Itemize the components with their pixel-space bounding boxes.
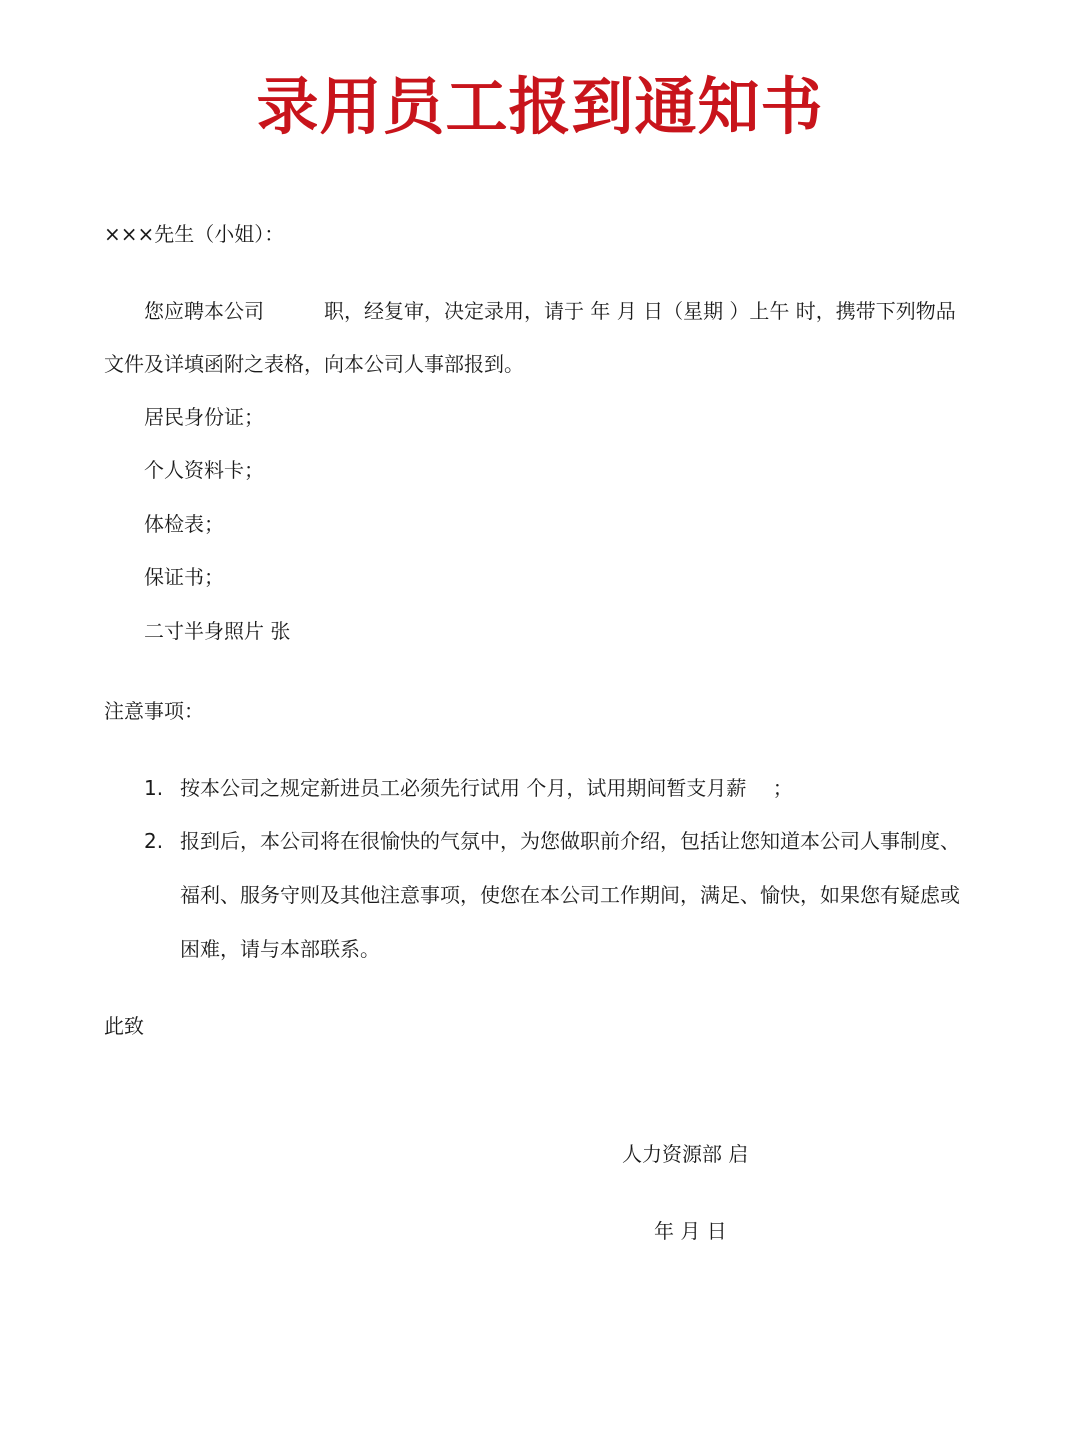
notes-heading: 注意事项：	[104, 699, 204, 723]
note-number: 2.	[144, 829, 164, 853]
list-item: 居民身份证；	[144, 405, 264, 429]
date-line: 年 月 日	[654, 1219, 727, 1243]
signature: 人力资源部 启	[622, 1142, 749, 1166]
list-item: 二寸半身照片 张	[144, 619, 291, 643]
list-item: 保证书；	[144, 565, 224, 589]
list-item: 体检表；	[144, 512, 224, 536]
body-paragraph-line-2: 文件及详填函附之表格，向本公司人事部报到。	[104, 352, 524, 376]
note-line: 报到后，本公司将在很愉快的气氛中，为您做职前介绍，包括让您知道本公司人事制度、	[180, 829, 960, 853]
note-number: 1.	[144, 776, 164, 800]
body-paragraph-line-1: 您应聘本公司 职，经复审，决定录用，请于 年 月 日（星期 ）上午 时，携带下列物品	[144, 299, 956, 323]
note-line: 按本公司之规定新进员工必须先行试用 个月，试用期间暂支月薪 ；	[180, 776, 793, 800]
closing: 此致	[104, 1014, 144, 1038]
note-line: 困难，请与本部联系。	[180, 937, 380, 961]
salutation: ×××先生（小姐）：	[104, 222, 285, 246]
document-title: 录用员工报到通知书	[256, 70, 824, 143]
note-line: 福利、服务守则及其他注意事项，使您在本公司工作期间，满足、愉快，如果您有疑虑或	[180, 883, 960, 907]
list-item: 个人资料卡；	[144, 458, 264, 482]
